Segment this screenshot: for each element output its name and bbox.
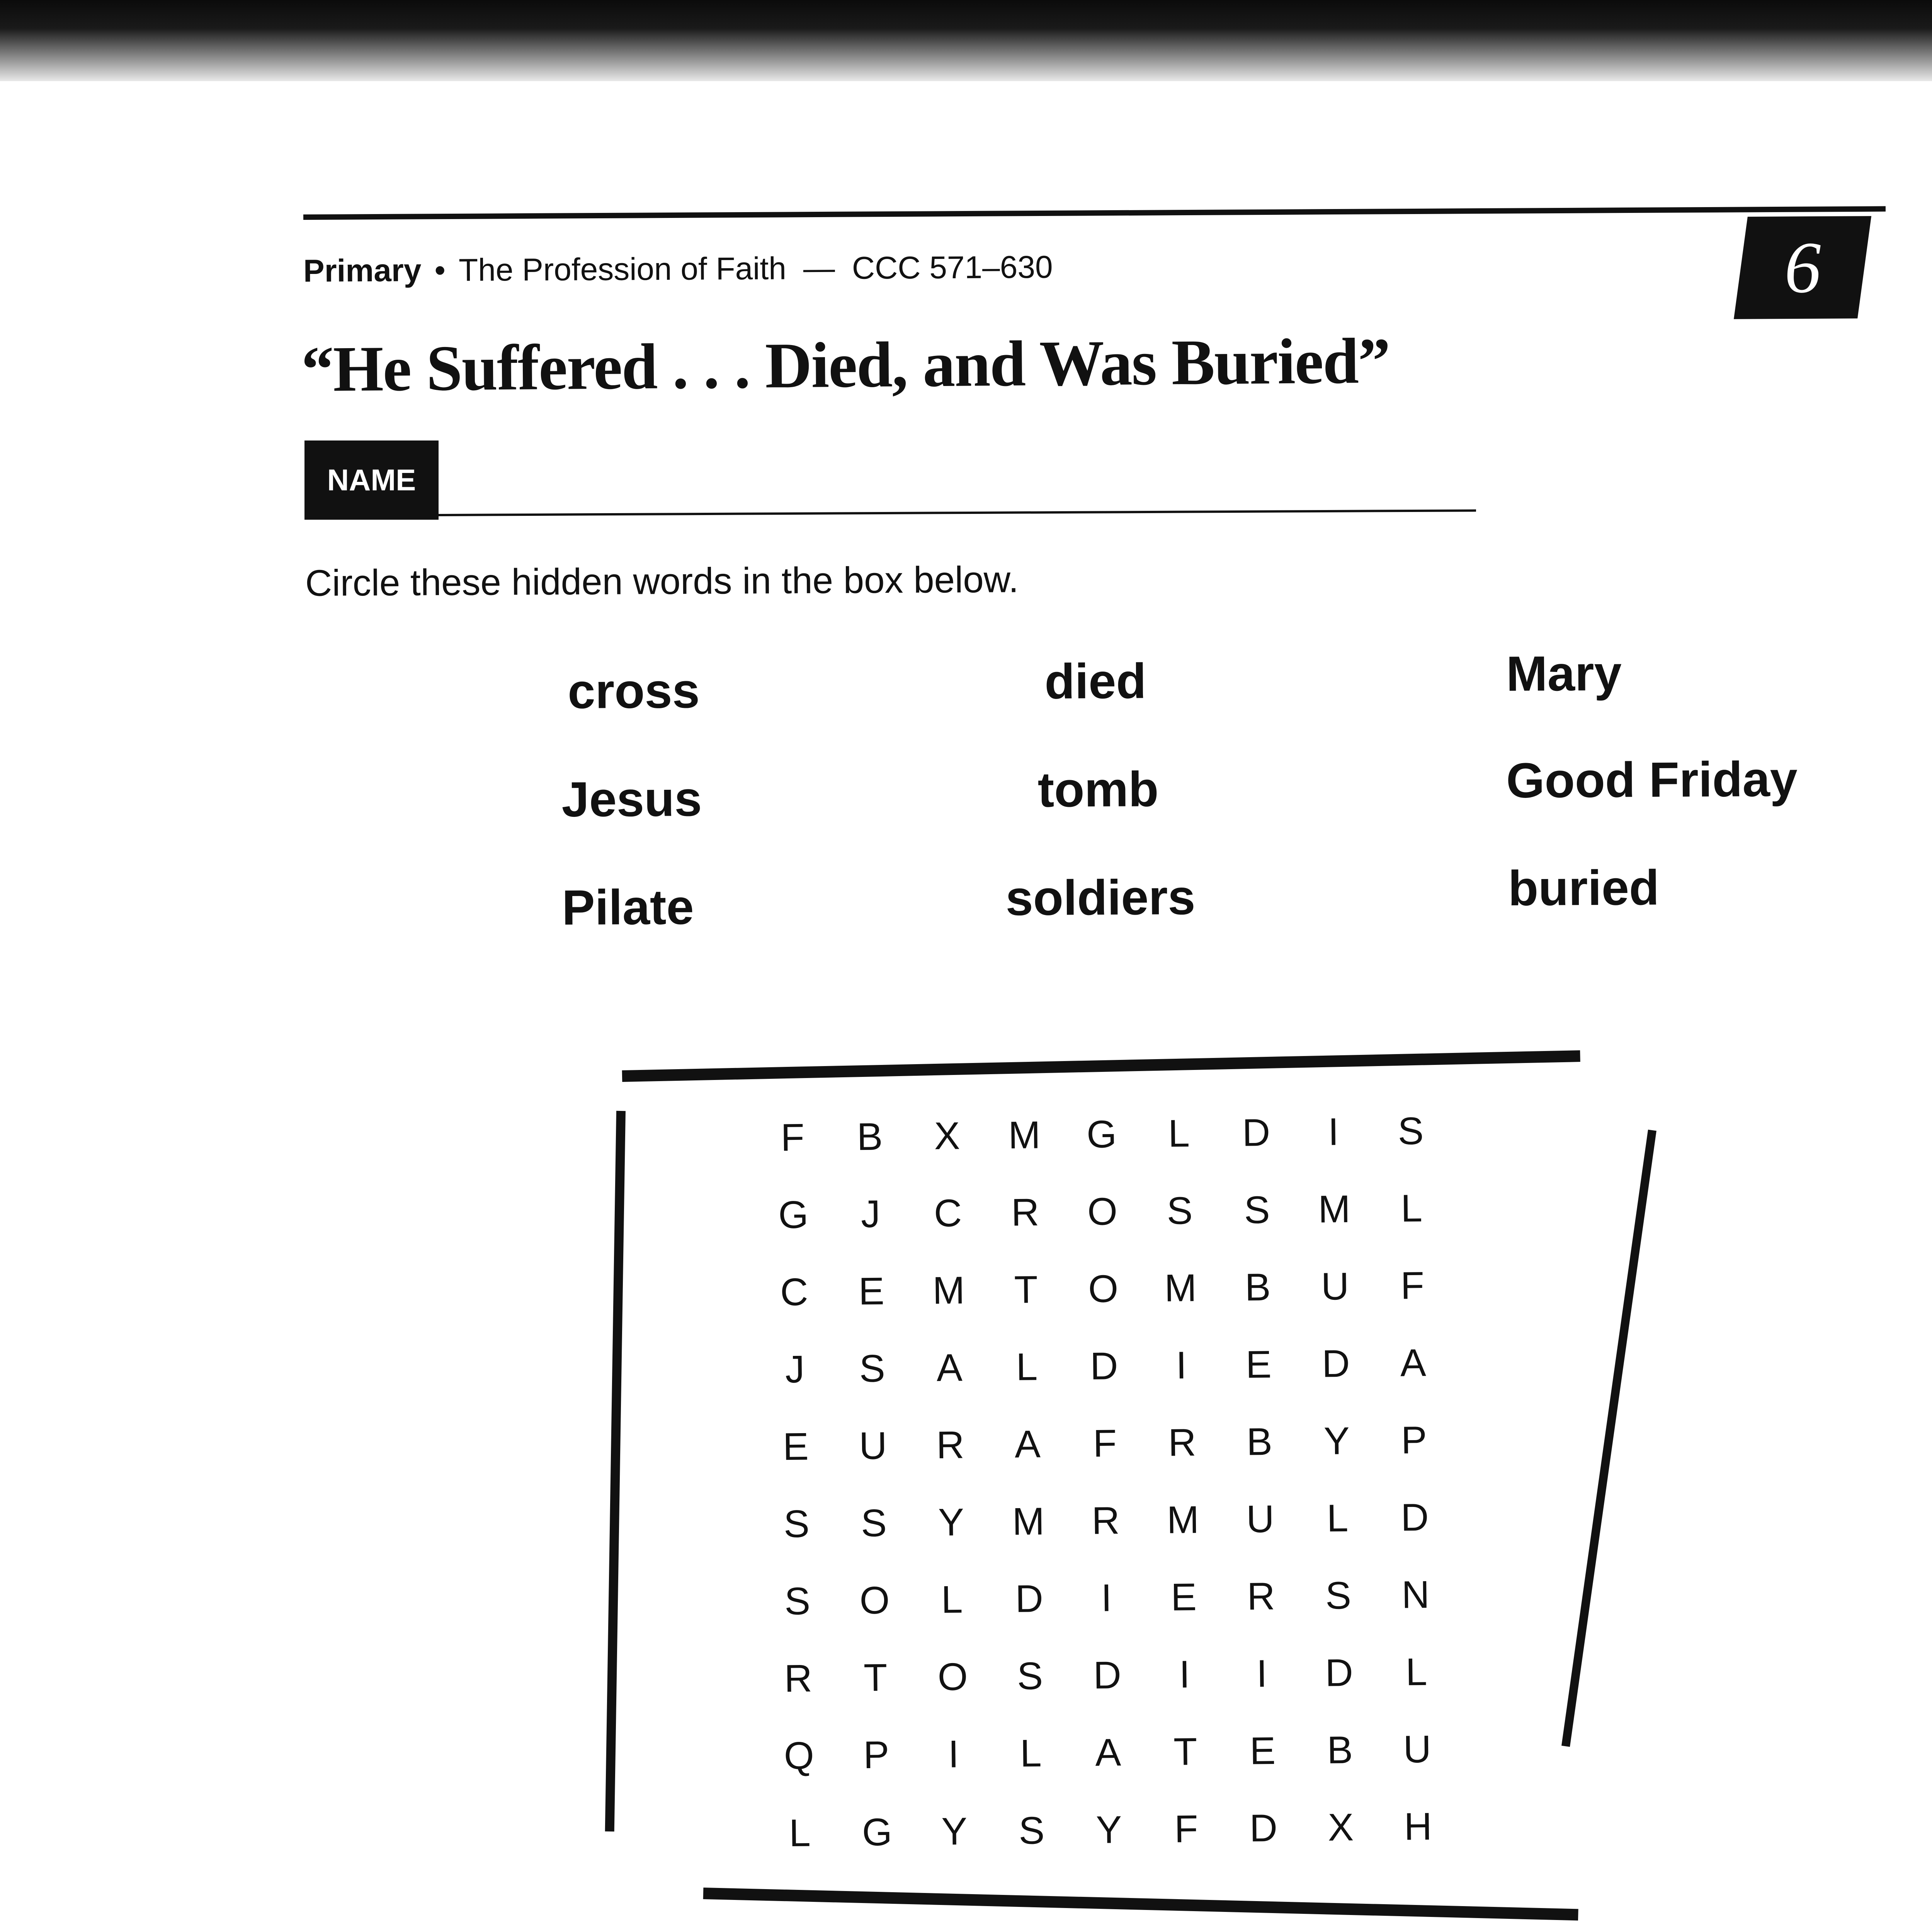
word-list-item: Good Friday (1506, 752, 1798, 808)
grid-letter[interactable]: D (1093, 1653, 1122, 1697)
grid-letter[interactable]: Y (941, 1809, 968, 1853)
grid-letter[interactable]: D (1249, 1806, 1278, 1850)
grid-letter[interactable]: M (1164, 1266, 1197, 1310)
grid-letter[interactable]: A (1014, 1422, 1041, 1466)
grid-letter[interactable]: Y (1323, 1419, 1350, 1463)
grid-letter[interactable]: R (1011, 1190, 1039, 1234)
grid-letter[interactable]: L (1015, 1345, 1038, 1389)
grid-letter[interactable]: E (782, 1425, 809, 1468)
grid-letter[interactable]: E (858, 1269, 885, 1313)
grid-letter[interactable]: D (1015, 1577, 1044, 1621)
grid-letter[interactable]: O (859, 1578, 890, 1622)
grid-letter[interactable]: N (1401, 1573, 1430, 1617)
word-search-grid[interactable] (753, 1092, 1457, 1872)
grid-letter[interactable]: H (1404, 1804, 1432, 1848)
grid-letter[interactable]: D (1325, 1651, 1354, 1695)
grid-letter[interactable]: S (1167, 1189, 1193, 1233)
grid-letter[interactable]: F (1400, 1264, 1425, 1307)
grid-letter[interactable]: L (1168, 1111, 1190, 1155)
puzzle-frame-left (605, 1111, 626, 1832)
grid-letter[interactable]: S (1017, 1654, 1043, 1698)
activity-number-badge (1734, 216, 1871, 319)
grid-letter[interactable]: I (948, 1732, 959, 1776)
grid-letter[interactable]: T (1173, 1730, 1197, 1774)
grid-letter[interactable]: L (1327, 1496, 1349, 1540)
scan-edge-top (0, 0, 1932, 81)
page-title: “He Suffered . . . Died, and Was Buried” (301, 325, 1390, 405)
grid-letter[interactable]: C (934, 1191, 962, 1235)
grid-letter[interactable]: D (1090, 1344, 1118, 1388)
puzzle-frame-right (1561, 1129, 1656, 1747)
grid-letter[interactable]: F (1093, 1421, 1117, 1465)
grid-letter[interactable]: S (1398, 1109, 1424, 1153)
grid-letter[interactable]: S (1244, 1188, 1270, 1232)
grid-letter[interactable]: D (1400, 1495, 1429, 1539)
grid-letter[interactable]: I (1328, 1110, 1339, 1153)
puzzle-frame-bottom (703, 1888, 1578, 1920)
grid-letter[interactable]: I (1101, 1576, 1112, 1620)
grid-letter[interactable]: I (1175, 1343, 1187, 1387)
catechism-reference: CCC 571–630 (852, 249, 1053, 286)
grid-letter[interactable]: L (1020, 1731, 1042, 1775)
dash-separator: — (803, 250, 835, 286)
topic-label: The Profession of Faith (458, 251, 787, 288)
grid-letter[interactable]: I (1256, 1651, 1268, 1695)
grid-letter[interactable]: X (1327, 1805, 1354, 1849)
grid-letter[interactable]: T (863, 1655, 888, 1699)
grid-letter[interactable]: S (1325, 1573, 1352, 1617)
grid-letter[interactable]: R (1091, 1498, 1120, 1543)
bullet-separator: • (434, 253, 446, 288)
grid-letter[interactable]: G (1086, 1112, 1117, 1156)
grid-letter[interactable]: C (780, 1270, 808, 1314)
grid-letter[interactable]: U (859, 1423, 888, 1468)
grid-letter[interactable]: E (1245, 1342, 1272, 1386)
header-rule (303, 206, 1886, 220)
word-list-item: Mary (1506, 646, 1622, 702)
grid-letter[interactable]: O (1087, 1189, 1118, 1233)
name-input-line[interactable] (439, 509, 1476, 516)
grid-letter[interactable]: D (1242, 1111, 1270, 1155)
grid-letter[interactable]: U (1321, 1264, 1349, 1308)
grid-letter[interactable]: A (1400, 1341, 1427, 1385)
grid-letter[interactable]: R (1168, 1420, 1197, 1464)
grid-letter[interactable]: M (1167, 1498, 1199, 1542)
grid-letter[interactable]: I (1179, 1652, 1190, 1696)
grid-letter[interactable]: S (1018, 1808, 1045, 1852)
grid-letter[interactable]: O (1088, 1267, 1119, 1311)
grid-letter[interactable]: B (1246, 1420, 1273, 1464)
grid-letter[interactable]: X (934, 1114, 960, 1158)
grid-letter[interactable]: D (1321, 1342, 1350, 1386)
level-label: Primary (303, 253, 422, 289)
grid-letter[interactable]: U (1246, 1497, 1275, 1541)
grid-letter[interactable]: P (1401, 1418, 1427, 1462)
grid-letter[interactable]: M (1012, 1499, 1045, 1543)
word-list-item: tomb (1037, 762, 1159, 818)
grid-letter[interactable]: A (1095, 1730, 1121, 1774)
word-list-item: Jesus (561, 771, 702, 827)
grid-letter[interactable]: B (1327, 1728, 1353, 1772)
word-list-item: died (1044, 653, 1146, 709)
activity-number: 6 (1784, 227, 1821, 308)
grid-letter[interactable]: R (1247, 1574, 1276, 1618)
grid-letter[interactable]: J (785, 1347, 805, 1391)
grid-letter[interactable]: F (1174, 1807, 1198, 1851)
grid-letter[interactable]: A (936, 1345, 963, 1389)
grid-letter[interactable]: P (863, 1733, 889, 1777)
grid-letter[interactable]: L (1400, 1186, 1423, 1230)
grid-letter[interactable]: E (1249, 1729, 1276, 1773)
grid-letter[interactable]: E (1170, 1575, 1197, 1619)
grid-letter[interactable]: L (789, 1811, 811, 1855)
word-list-item: Pilate (561, 879, 694, 935)
word-list-item: buried (1508, 860, 1660, 917)
grid-letter[interactable]: S (784, 1579, 811, 1623)
grid-letter[interactable]: R (936, 1423, 965, 1467)
grid-letter[interactable]: J (861, 1192, 881, 1236)
grid-letter[interactable]: B (1245, 1265, 1271, 1309)
grid-letter[interactable]: L (941, 1577, 963, 1621)
grid-letter[interactable]: U (1403, 1727, 1432, 1771)
name-label: NAME (304, 440, 439, 520)
grid-letter[interactable]: Y (938, 1500, 964, 1544)
puzzle-frame-top (622, 1050, 1580, 1082)
header-line (303, 249, 1053, 289)
grid-letter[interactable]: F (780, 1116, 805, 1159)
grid-letter[interactable]: M (932, 1268, 965, 1312)
grid-letter[interactable]: S (783, 1502, 810, 1546)
grid-letter[interactable]: B (857, 1115, 883, 1158)
grid-letter[interactable]: G (862, 1810, 893, 1854)
grid-letter[interactable]: R (784, 1656, 813, 1700)
grid-letter[interactable]: S (861, 1501, 887, 1545)
instruction-text: Circle these hidden words in the box below. (305, 559, 1019, 604)
grid-letter[interactable]: M (1008, 1113, 1041, 1157)
grid-letter[interactable]: T (1014, 1267, 1038, 1311)
grid-letter[interactable]: L (1405, 1650, 1428, 1694)
grid-letter[interactable]: G (778, 1193, 809, 1236)
grid-letter[interactable]: Y (1095, 1808, 1122, 1852)
word-list-item: soldiers (1005, 869, 1196, 926)
grid-letter[interactable]: M (1318, 1187, 1351, 1231)
grid-letter[interactable]: O (937, 1655, 968, 1699)
grid-letter[interactable]: Q (784, 1733, 815, 1777)
grid-letter[interactable]: S (859, 1346, 886, 1390)
word-list-item: cross (567, 663, 700, 719)
